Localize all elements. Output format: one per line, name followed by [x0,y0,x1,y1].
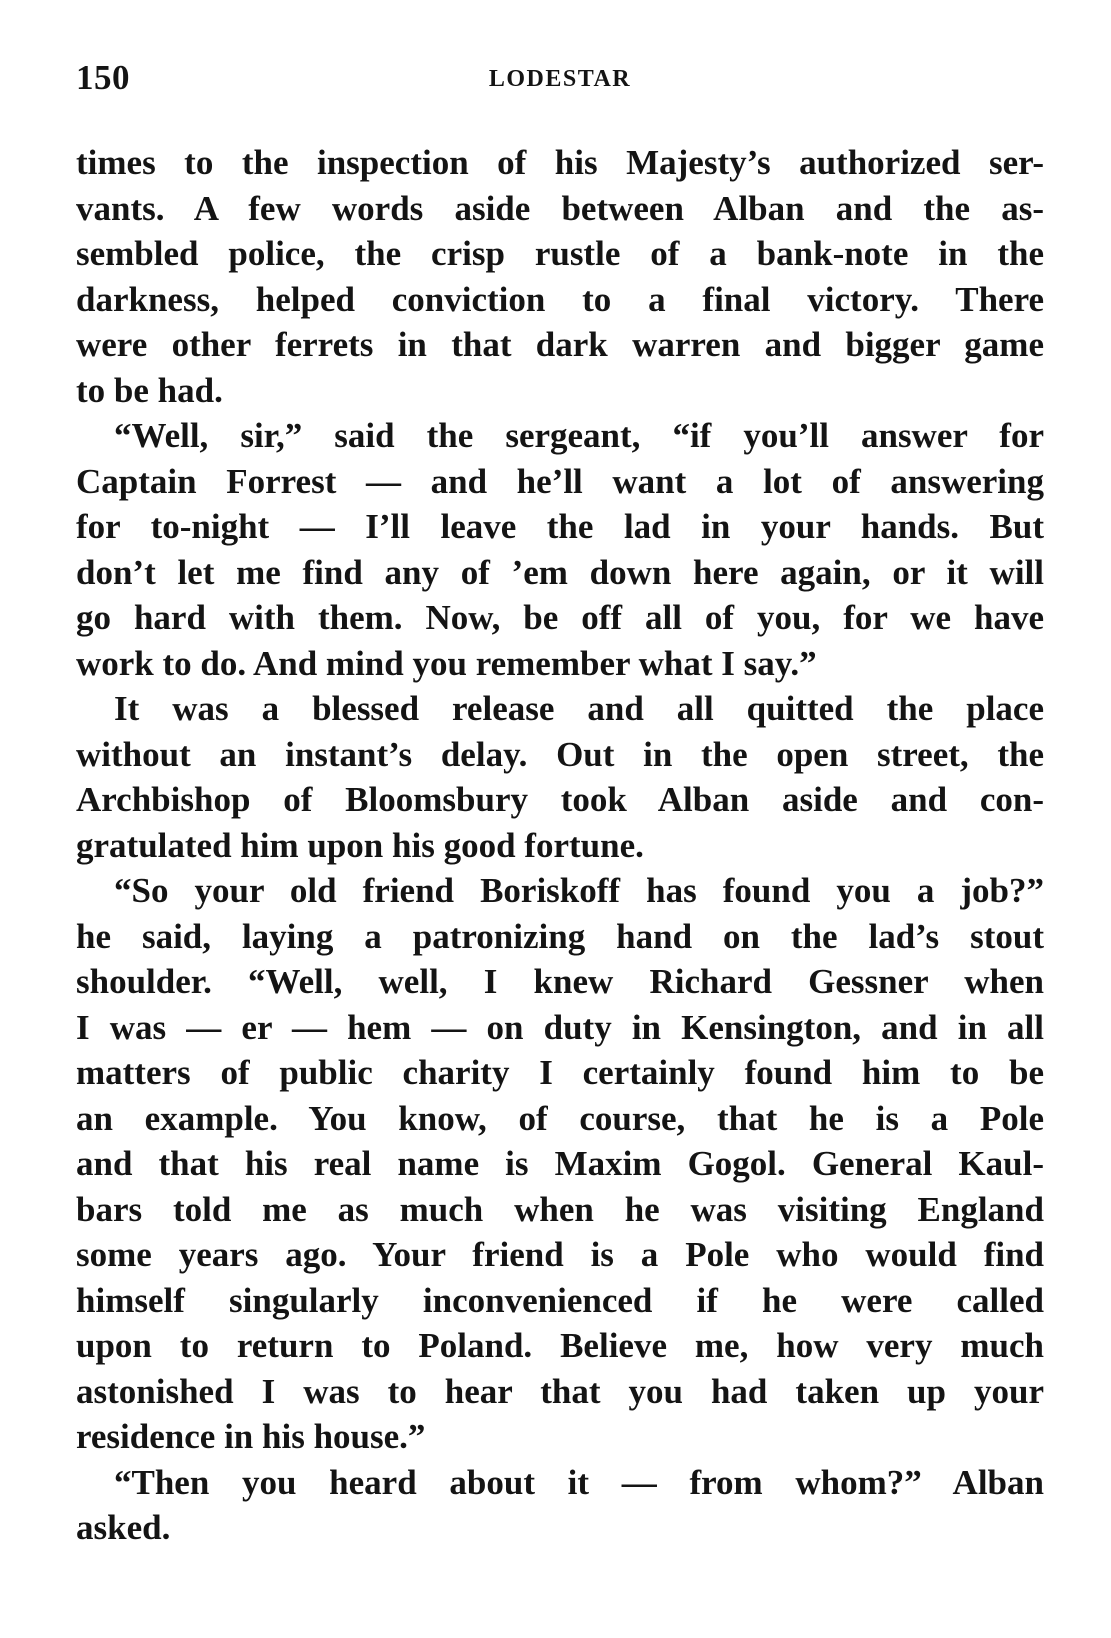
text-line: himself singularly inconvenienced if he were called [76,1280,1044,1320]
text-line: astonished I was to hear that you had taken up your [76,1371,1044,1411]
text-line: It was a blessed release and all quitted the place [114,689,1044,728]
text-line: upon to return to Poland. Believe me, how very much [76,1326,1044,1365]
text-line: I was — er — hem — on duty in Kensington, and in all [76,1007,1044,1047]
text-line: sembled police, the crisp rustle of a bank-note in the [76,234,1044,273]
text-line: Archbishop of Bloomsbury took Alban aside and con- [76,780,1044,819]
text-line: “Then you heard about it — from whom?” Alban [114,1462,1044,1502]
text-line: bars told me as much when he was visiting England [76,1189,1044,1229]
text-line: matters of public charity I certainly found him to be [76,1053,1044,1092]
text-line: he said, laying a patronizing hand on the lad’s stout [76,916,1044,956]
text-line: for to-night — I’ll leave the lad in your hands. But [76,507,1044,546]
text-line: “Well, sir,” said the sergeant, “if you’ll answer for [114,416,1044,455]
text-line: without an instant’s delay. Out in the open street, the [76,734,1044,774]
text-line: shoulder. “Well, well, I knew Richard Gessner when [76,962,1044,1001]
body-text [76,140,1044,1551]
text-line: and that his real name is Maxim Gogol. General Kaul- [76,1144,1044,1183]
text-line: gratulated him upon his good fortune. [76,825,644,865]
page-header [76,58,1044,102]
text-line: residence in his house.” [76,1417,426,1456]
text-line: vants. A few words aside between Alban and the as- [76,188,1044,228]
page-number: 150 [76,58,130,97]
text-line: darkness, helped conviction to a final victory. There [76,279,1044,319]
text-line: were other ferrets in that dark warren and bigger game [76,325,1044,364]
text-line: times to the inspection of his Majesty’s authorized ser- [76,143,1044,182]
text-line: “So your old friend Boriskoff has found you a job?” [114,871,1044,910]
running-head: LODESTAR [488,66,632,92]
text-line: some years ago. Your friend is a Pole who would find [76,1235,1044,1274]
text-line: Captain Forrest — and he’ll want a lot of answering [76,461,1044,501]
text-line: go hard with them. Now, be off all of you, for we have [76,598,1044,637]
text-line: to be had. [76,370,223,410]
text-line: don’t let me find any of ’em down here again, or it will [76,552,1044,592]
text-line: asked. [76,1508,171,1547]
text-line: an example. You know, of course, that he is a Pole [76,1098,1044,1138]
text-line: work to do. And mind you remember what I say.” [76,643,817,683]
